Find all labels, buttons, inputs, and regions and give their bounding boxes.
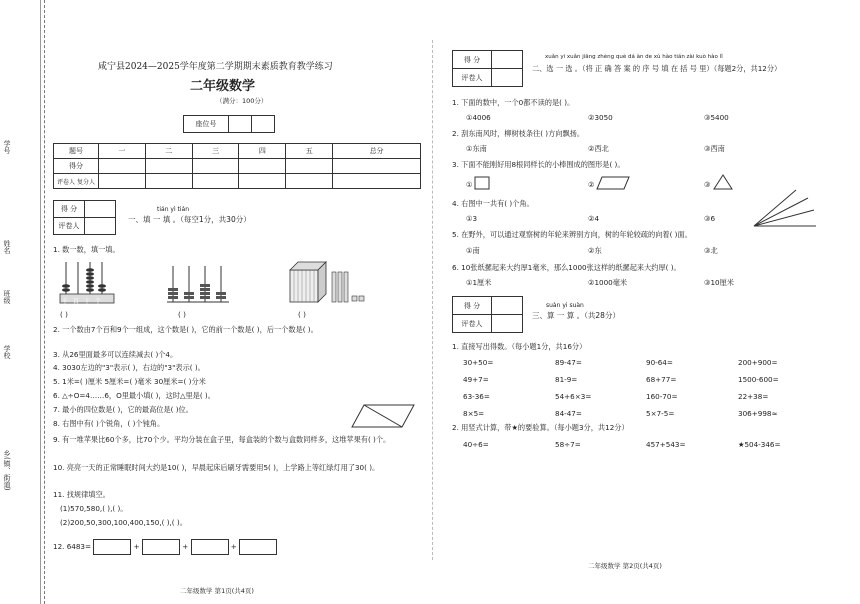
- choice-option[interactable]: ①南: [466, 246, 480, 255]
- score-header: 一: [99, 144, 146, 159]
- calc-item[interactable]: 200+900=: [738, 358, 778, 367]
- choice-option[interactable]: ③5400: [704, 113, 729, 122]
- score-header: 二: [145, 144, 192, 159]
- margin-label-name: 姓名: [3, 240, 11, 254]
- answer-blank[interactable]: ( ): [60, 310, 68, 319]
- calc-item[interactable]: 63-36=: [463, 392, 490, 401]
- parallelogram-shape-icon: [596, 176, 630, 190]
- score-cell[interactable]: [99, 159, 146, 174]
- angle-rays-figure: [752, 188, 818, 228]
- vertical-calc-item[interactable]: 457+543=: [646, 440, 686, 449]
- section2-pinyin: xuǎn yi xuǎn jiāng zhèng què dá àn de xù hào tián zài kuò hào lǐ: [545, 54, 723, 60]
- section3-score-box: [452, 296, 523, 333]
- question-12: 12. 6483= + + +: [53, 539, 277, 555]
- score-cell[interactable]: [239, 159, 286, 174]
- vertical-calc-item[interactable]: ★504-346=: [738, 440, 781, 449]
- calc-title: 1. 直接写出得数。（每小题1分，共16分）: [452, 342, 587, 351]
- answer-box[interactable]: [93, 539, 131, 555]
- choice-question-3: 3. 下面不能刚好用8根同样长的小棒围成的图形是( )。: [452, 160, 625, 169]
- triangle-shape-icon: [713, 174, 733, 190]
- choice-option[interactable]: ②1000毫米: [588, 278, 628, 287]
- question-9: 9. 有一堆苹果比60个多，比70个少。平均分装在盒子里，每盒装的个数与盒数同样多，这堆苹果有( )个。: [53, 435, 391, 444]
- choice-question-1: 1. 下面的数中，一个0都不读的是( )。: [452, 98, 575, 107]
- question-11: 11. 找规律填空。: [53, 490, 110, 499]
- score-cell[interactable]: [192, 174, 239, 189]
- calc-item[interactable]: 160-70=: [646, 392, 678, 401]
- answer-box[interactable]: [142, 539, 180, 555]
- score-cell[interactable]: [333, 159, 421, 174]
- answer-box[interactable]: [239, 539, 277, 555]
- calc-item[interactable]: 8×5=: [463, 409, 485, 418]
- choice-option[interactable]: ①东南: [466, 144, 487, 153]
- score-cell[interactable]: [239, 174, 286, 189]
- binding-line: [40, 0, 41, 604]
- choice-option[interactable]: ②东: [588, 246, 602, 255]
- choice-question-4: 4. 右图中一共有( )个角。: [452, 199, 534, 208]
- choice-option[interactable]: ②西北: [588, 144, 609, 153]
- score-header: 五: [286, 144, 333, 159]
- blocks-figure: [288, 258, 368, 306]
- answer-blank[interactable]: ( ): [298, 310, 306, 319]
- margin-label-id: 学号: [3, 140, 11, 154]
- answer-blank[interactable]: ( ): [178, 310, 186, 319]
- answer-box[interactable]: [191, 539, 229, 555]
- question-5: 5. 1米=( )厘米 5厘米=( )毫米 30厘米=( )分米: [53, 377, 206, 386]
- counter-figure: [163, 262, 233, 306]
- choice-option[interactable]: ③6: [704, 214, 716, 223]
- section-score-label: 得 分: [54, 201, 85, 218]
- score-cell[interactable]: [286, 159, 333, 174]
- section-score-label: 得 分: [453, 51, 492, 69]
- calc-item[interactable]: 81-9=: [555, 375, 578, 384]
- vertical-calc-title: 2. 用竖式计算，带★的要验算。（每小题3分，共12分）: [452, 423, 629, 432]
- choice-option[interactable]: ③北: [704, 246, 718, 255]
- section3-title: 三、算 一 算 。（共28分）: [532, 311, 620, 320]
- score-cell[interactable]: [333, 174, 421, 189]
- abacus-label: 千: [62, 298, 74, 305]
- vertical-calc-item[interactable]: 58÷7=: [555, 440, 581, 449]
- choice-question-5: 5. 在野外，可以通过观察树的年轮来辨别方向，树的年轮较疏的向着( )面。: [452, 230, 692, 239]
- section-grader-cell[interactable]: [492, 69, 523, 87]
- score-header: 总分: [333, 144, 421, 159]
- score-cell[interactable]: [99, 174, 146, 189]
- score-header: 三: [192, 144, 239, 159]
- section1-title: 一、填 一 填 。（每空1分，共30分）: [128, 215, 251, 224]
- choice-option[interactable]: ①: [466, 180, 473, 189]
- choice-question-6: 6. 10张纸摞起来大约厚1毫米，那么1000张这样的纸摞起来大约厚( )。: [452, 263, 681, 272]
- question-11-1: (1)570,580,( ),( )。: [60, 504, 128, 513]
- section-grader-cell[interactable]: [492, 315, 523, 333]
- section-score-cell[interactable]: [85, 201, 116, 218]
- choice-option[interactable]: ③10厘米: [704, 278, 734, 287]
- abacus-label: 百: [73, 298, 85, 305]
- calc-item[interactable]: 5×7-5=: [646, 409, 675, 418]
- seat-label: 座位号: [184, 116, 229, 133]
- score-row-label: 得分: [54, 159, 99, 174]
- question-12-label: 12. 6483=: [53, 542, 92, 551]
- subject-title: 二年级数学: [190, 79, 256, 94]
- seat-cell[interactable]: [229, 116, 252, 133]
- choice-option[interactable]: ③西南: [704, 144, 725, 153]
- question-2: 2. 一个数由7个百和9个一组成，这个数是( )，它的前一个数是( )，后一个数是( )。: [53, 325, 318, 334]
- choice-option[interactable]: ①3: [466, 214, 478, 223]
- section-grader-label: 评卷人: [453, 69, 492, 87]
- score-cell[interactable]: [145, 174, 192, 189]
- choice-option[interactable]: ①1厘米: [466, 278, 492, 287]
- score-cell[interactable]: [286, 174, 333, 189]
- choice-option[interactable]: ①4006: [466, 113, 491, 122]
- score-header: 题号: [54, 144, 99, 159]
- score-row-label: 评卷人 复分人: [54, 174, 99, 189]
- score-table: [53, 143, 421, 189]
- section-score-label: 得 分: [453, 297, 492, 315]
- question-1: 1. 数一数，填一填。: [53, 245, 120, 254]
- question-3: 3. 从26里面最多可以连续减去( )个4。: [53, 350, 178, 359]
- question-10: 10. 亮亮一天的正常睡眠时间大约是10( )，早晨起床后刷牙需要用5( )，上学路上等红绿灯用了30( )。: [53, 463, 380, 472]
- choice-option[interactable]: ②4: [588, 214, 600, 223]
- choice-option[interactable]: ③: [704, 180, 711, 189]
- calc-item[interactable]: 49+7=: [463, 375, 489, 384]
- page1-footer: 二年级数学 第1页(共4页): [180, 587, 254, 595]
- calc-item[interactable]: 30+50=: [463, 358, 494, 367]
- abacus-label: 十: [84, 298, 96, 305]
- vertical-calc-item[interactable]: 40÷6=: [463, 440, 489, 449]
- calc-item[interactable]: 306+998≈: [738, 409, 778, 418]
- page-fold: [432, 40, 433, 560]
- question-11-2: (2)200,50,300,100,400,150,( ),( )。: [60, 518, 187, 527]
- abacus-labels: [62, 296, 106, 305]
- calc-item[interactable]: 22+38=: [738, 392, 769, 401]
- section1-pinyin: tián yì tián: [157, 206, 190, 213]
- page2-footer: 二年级数学 第2页(共4页): [588, 562, 662, 570]
- full-score: （满分：100分）: [216, 97, 268, 105]
- score-cell[interactable]: [145, 159, 192, 174]
- calc-item[interactable]: 90-64=: [646, 358, 673, 367]
- section-grader-label: 评卷人: [453, 315, 492, 333]
- binding-dashed-line: [44, 0, 45, 604]
- question-4: 4. 3030左边的"3"表示( )，右边的"3"表示( )。: [53, 363, 205, 372]
- choice-question-2: 2. 刮东南风时，柳树枝条往( )方向飘扬。: [452, 129, 585, 138]
- exam-title: 咸宁县2024—2025学年度第二学期期末素质教育教学练习: [98, 62, 333, 72]
- square-shape-icon: [474, 176, 490, 190]
- section-grader-label: 评卷人: [54, 218, 85, 235]
- score-header: 四: [239, 144, 286, 159]
- question-6: 6. △÷O=4……6，O里最小填( )，这时△里是( )。: [53, 391, 215, 400]
- section3-pinyin: suàn yi suàn: [546, 302, 584, 309]
- section-grader-cell[interactable]: [85, 218, 116, 235]
- question-7: 7. 最小的四位数是( )，它的最高位是( )位。: [53, 405, 193, 414]
- score-cell[interactable]: [192, 159, 239, 174]
- calc-item[interactable]: 68+77=: [646, 375, 677, 384]
- choice-option[interactable]: ②3050: [588, 113, 613, 122]
- calc-item[interactable]: 84-47=: [555, 409, 582, 418]
- section-score-cell[interactable]: [492, 297, 523, 315]
- question-8: 8. 右图中有( )个锐角，( )个钝角。: [53, 419, 165, 428]
- margin-label-school: 学校: [3, 345, 11, 359]
- seat-cell[interactable]: [252, 116, 275, 133]
- calc-item[interactable]: 1500-600=: [738, 375, 779, 384]
- calc-item[interactable]: 89-47=: [555, 358, 582, 367]
- margin-label-class: 班级: [3, 290, 11, 304]
- section-score-cell[interactable]: [492, 51, 523, 69]
- calc-item[interactable]: 54+6×3=: [555, 392, 592, 401]
- section1-score-box: [53, 200, 116, 235]
- abacus-label: 个: [95, 298, 107, 305]
- margin-label-town: 乡(镇、街道): [3, 450, 11, 491]
- seat-number-box: [183, 115, 275, 133]
- section2-score-box: [452, 50, 523, 87]
- parallelogram-figure: [350, 402, 416, 430]
- section2-title: 二、选 一 选 。（将 正 确 答 案 的 序 号 填 在 括 号 里）（每题2分，共12分）: [532, 64, 782, 73]
- choice-option[interactable]: ②: [588, 180, 595, 189]
